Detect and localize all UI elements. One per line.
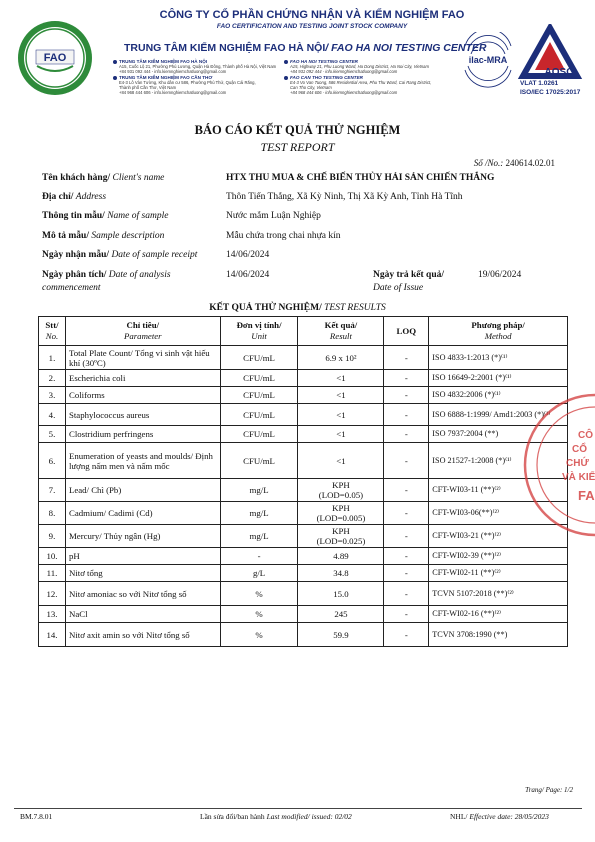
issue-date-label: Ngày trả kết quả/ [373,270,444,280]
cell-no: 7. [39,479,66,502]
table-row [39,370,568,387]
address-block-en: FAO HA NOI TESTING CENTER A15, Highway 21, Phu Luong Ward, Ha Dong District, Ha Noi City, Vietnam +84 931 092 444 - info.kiemnghiemchatluong@gmail.com FAO CAN THO TESTING CENTER E4-3 Vo Van Tuong, 586 Residential Area, Phu Thu Ward, Cai Rang District, Can Tho City, Vietnam +84 968 444 606 - info.kiemnghiemchatluong@gmail.com [284,59,431,95]
cell-unit: mg/L [220,502,298,525]
center-name: TRUNG TÂM KIỂM NGHIỆM FAO HÀ NỘI/ FAO HA NOI TESTING CENTER [124,42,487,54]
col-header-loq: LOQ [384,317,429,346]
company-name-en: FAO CERTIFICATION AND TESTING JOINT STOCK COMPANY [216,23,408,30]
vlat-code: VLAT 1.0261 [520,80,559,87]
cell-no: 10. [39,548,66,565]
cell-result: <1 [298,426,384,443]
cell-loq: - [384,502,429,525]
table-row [39,346,568,370]
svg-text:VÀ KIỂ: VÀ KIỂ [562,472,595,483]
bullet-icon [284,76,288,80]
cell-loq: - [384,548,429,565]
cell-unit: mg/L [220,525,298,548]
table-row [39,404,568,426]
address-block-vn: TRUNG TÂM KIỂM NGHIỆM FAO HÀ NỘI A15, Cuốc Lộ 21, Phường Phú Lương, Quận Hà Đông, Thành phố Hà Nội, Việt Nam +84 931 092 444 - info.kiemnghiemchatluong@gmail.com TRUNG TÂM KIỂM NGHIỆM FAO CẦN THƠ E4-3 Lô Vàn Tường, Khu dân cư 586, Phường Phú Thứ, Quận Cái Răng, Thành phố Cần Thơ, Việt Nam +84 968 444 606 - info.kiemnghiemchatluong@gmail.com [113,59,276,95]
cell-parameter: Clostridium perfringens [65,426,220,443]
footer-divider [14,808,582,809]
iso-standard: ISO/IEC 17025:2017 [520,89,581,96]
cell-result: 59.9 [298,623,384,647]
cell-no: 5. [39,426,66,443]
cell-parameter: Lead/ Chì (Pb) [65,479,220,502]
bullet-icon [113,60,117,64]
address-value: Thôn Tiến Thắng, Xã Kỳ Ninh, Thị Xã Kỳ Anh, Tỉnh Hà Tĩnh [226,192,463,202]
cell-no: 9. [39,525,66,548]
cell-method: ISO 6888-1:1999/ Amd1:2003 (*)⁽¹⁾ [429,404,568,426]
table-row [39,502,568,525]
description-label: Mô tả mẫu/ Sample description [42,231,165,241]
cell-result: <1 [298,370,384,387]
cell-no: 11. [39,565,66,582]
col-header-parameter: Chỉ tiêu/ Parameter [65,317,220,346]
client-value: HTX THU MUA & CHẾ BIẾN THỦY HẢI SẢN CHIẾN THẮNG [226,173,495,183]
cell-no: 6. [39,443,66,479]
cell-no: 1. [39,346,66,370]
cell-parameter: Nitơ axit amin so với Nitơ tổng số [65,623,220,647]
cell-method: ISO 21527-1:2008 (*)⁽¹⁾ [429,443,568,479]
cell-result: 34.8 [298,565,384,582]
cell-unit: g/L [220,565,298,582]
report-title-vn: BÁO CÁO KẾT QUẢ THỬ NGHIỆM [194,123,401,137]
col-header-result: Kết quả/ Result [298,317,384,346]
svg-text:CỔ: CỔ [572,444,587,455]
cell-result: <1 [298,404,384,426]
cell-parameter: Staphylococcus aureus [65,404,220,426]
col-header-no: Stt/ No. [39,317,66,346]
cell-unit: CFU/mL [220,443,298,479]
cell-loq: - [384,582,429,606]
svg-text:CHỨ: CHỨ [566,458,589,469]
sample-value: Nước mắm Luận Nghiệp [226,211,321,221]
cell-method: TCVN 3708:1990 (**) [429,623,568,647]
issue-date-label-en: Date of Issue [373,283,424,293]
table-row [39,606,568,623]
table-row [39,387,568,404]
cell-loq: - [384,479,429,502]
cell-no: 4. [39,404,66,426]
cell-result: KPH (LOD=0.005) [298,502,384,525]
cell-loq: - [384,565,429,582]
cell-no: 12. [39,582,66,606]
cell-unit: % [220,582,298,606]
cell-unit: - [220,548,298,565]
cell-loq: - [384,387,429,404]
cell-method: CFT-WI02-11 (**)⁽²⁾ [429,565,568,582]
cell-parameter: Total Plate Count/ Tổng vi sinh vật hiếu khí (30ºC) [65,346,220,370]
cell-method: TCVN 5107:2018 (**)⁽²⁾ [429,582,568,606]
cell-method: ISO 7937:2004 (**) [429,426,568,443]
form-code: BM.7.8.01 [20,812,53,821]
table-header-row [39,317,568,346]
svg-text:CÔ: CÔ [578,430,593,441]
cell-parameter: NaCl [65,606,220,623]
cell-parameter: Nitơ amoniac so với Nitơ tổng số [65,582,220,606]
results-table [38,316,568,647]
cell-parameter: Coliforms [65,387,220,404]
cell-result: KPH (LOD=0.05) [298,479,384,502]
cell-unit: CFU/mL [220,346,298,370]
results-heading: KẾT QUẢ THỬ NGHIỆM/ TEST RESULTS [209,303,386,313]
receipt-date-value: 14/06/2024 [226,250,270,260]
cell-result: <1 [298,443,384,479]
page-number: Trang/ Page: 1/2 [525,786,573,794]
client-label: Tên khách hàng/ Client's name [42,173,165,183]
cell-unit: % [220,623,298,647]
description-value: Mẫu chứa trong chai nhựa kín [226,231,341,241]
cell-loq: - [384,623,429,647]
address-label: Địa chỉ/ Address [42,192,107,202]
col-header-method: Phương pháp/ Method [429,317,568,346]
cell-result: KPH (LOD=0.025) [298,525,384,548]
cell-method: CFT-WI03-21 (**)⁽²⁾ [429,525,568,548]
table-row [39,565,568,582]
cell-no: 14. [39,623,66,647]
cell-unit: % [220,606,298,623]
analysis-date-label-2: commencement [42,283,101,293]
effective-date: NHL/ Effective date: 28/05/2023 [450,812,549,821]
table-row [39,426,568,443]
company-name-vn: CÔNG TY CỔ PHẦN CHỨNG NHẬN VÀ KIỂM NGHIỆM FAO [159,9,465,21]
cell-unit: CFU/mL [220,387,298,404]
cell-method: CFT-WI03-06(**)⁽²⁾ [429,502,568,525]
cell-loq: - [384,606,429,623]
cell-result: 6.9 x 10² [298,346,384,370]
issue-date-value: 19/06/2024 [478,270,522,280]
cell-no: 8. [39,502,66,525]
cell-unit: CFU/mL [220,426,298,443]
cell-loq: - [384,346,429,370]
col-header-unit: Đơn vị tính/ Unit [220,317,298,346]
cell-unit: CFU/mL [220,404,298,426]
cell-no: 2. [39,370,66,387]
sample-label: Thông tin mẫu/ Name of sample [42,211,169,221]
report-title-en: TEST REPORT [260,140,335,154]
ilac-mra-logo [459,32,517,90]
cell-loq: - [384,525,429,548]
table-row [39,479,568,502]
cell-result: <1 [298,387,384,404]
bullet-icon [284,60,288,64]
analysis-date-label: Ngày phân tích/ Date of analysis [42,270,171,280]
table-row [39,582,568,606]
cell-loq: - [384,404,429,426]
ilac-text: ilac-MRA [468,55,508,65]
cell-method: ISO 16649-2:2001 (*)⁽¹⁾ [429,370,568,387]
receipt-date-label: Ngày nhận mẫu/ Date of sample receipt [42,250,198,260]
cell-no: 13. [39,606,66,623]
cell-method: CFT-WI02-16 (**)⁽²⁾ [429,606,568,623]
analysis-date-value: 14/06/2024 [226,270,270,280]
cell-loq: - [384,370,429,387]
table-row [39,623,568,647]
cell-parameter: pH [65,548,220,565]
cell-method: CFT-WI02-39 (**)⁽²⁾ [429,548,568,565]
cell-unit: mg/L [220,479,298,502]
cell-method: CFT-WI03-11 (**)⁽²⁾ [429,479,568,502]
cell-result: 245 [298,606,384,623]
bullet-icon [113,76,117,80]
cell-no: 3. [39,387,66,404]
cell-method: ISO 4832:2006 (*)⁽¹⁾ [429,387,568,404]
aosc-text: AOSC [544,67,574,78]
svg-text:FA: FA [578,488,595,503]
cell-parameter: Nitơ tổng [65,565,220,582]
company-seal-stamp [520,370,595,560]
report-number: Số /No.: 240614.02.01 [473,158,555,168]
table-row [39,443,568,479]
cell-result: 4.89 [298,548,384,565]
logo-text: FAO [43,52,67,64]
cell-unit: CFU/mL [220,370,298,387]
last-modified: Lần sửa đổi/ban hành Last modified/ issued: 02/02 [200,812,352,821]
cell-loq: - [384,443,429,479]
table-row [39,548,568,565]
cell-result: 15.0 [298,582,384,606]
fao-logo [17,20,93,96]
cell-loq: - [384,426,429,443]
cell-parameter: Cadmium/ Cadimi (Cd) [65,502,220,525]
cell-method: ISO 4833-1:2013 (*)⁽¹⁾ [429,346,568,370]
table-row [39,525,568,548]
cell-parameter: Enumeration of yeasts and moulds/ Định lượng nấm men và nấm mốc [65,443,220,479]
cell-parameter: Mercury/ Thủy ngân (Hg) [65,525,220,548]
cell-parameter: Escherichia coli [65,370,220,387]
